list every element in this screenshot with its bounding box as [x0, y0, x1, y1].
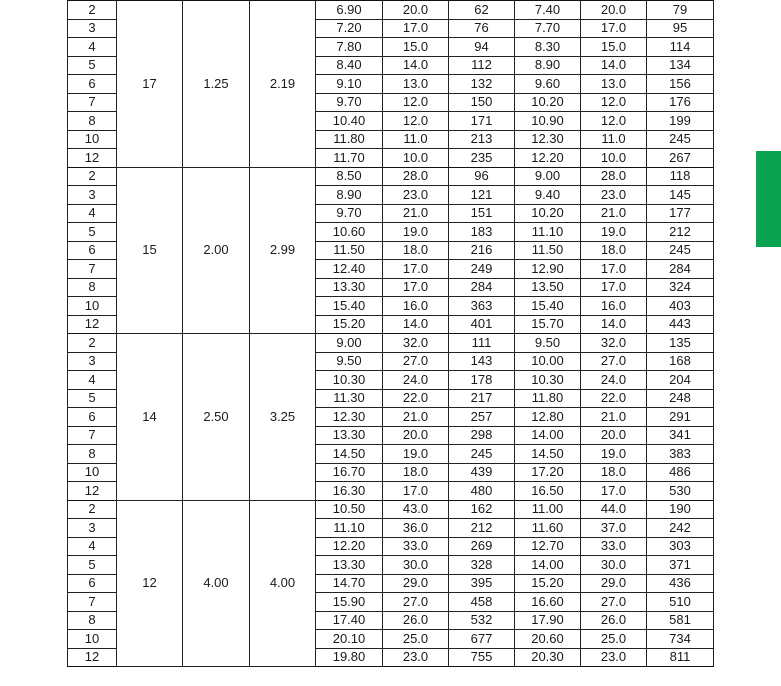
table-cell: 114: [647, 38, 714, 57]
table-cell: 235: [449, 149, 515, 168]
table-cell: 36.0: [383, 519, 449, 538]
table-cell: 14.50: [316, 445, 383, 464]
table-cell: 510: [647, 593, 714, 612]
table-cell: 20.30: [515, 648, 581, 667]
table-cell: 7: [68, 93, 117, 112]
table-cell: 458: [449, 593, 515, 612]
table-cell: 118: [647, 167, 714, 186]
table-cell: 216: [449, 241, 515, 260]
table-cell: 20.10: [316, 630, 383, 649]
table-cell: 395: [449, 574, 515, 593]
table-cell: 245: [647, 130, 714, 149]
table-cell: 12.20: [515, 149, 581, 168]
table-cell: 33.0: [581, 537, 647, 556]
table-cell: 190: [647, 500, 714, 519]
table-cell: 18.0: [383, 463, 449, 482]
table-body: [68, 1, 714, 667]
group-cell: 17: [117, 1, 183, 168]
table-cell: 7.70: [515, 19, 581, 38]
table-cell: 14.0: [383, 56, 449, 75]
table-cell: 19.0: [383, 445, 449, 464]
table-cell: 134: [647, 56, 714, 75]
table-cell: 27.0: [581, 352, 647, 371]
table-cell: 21.0: [383, 408, 449, 427]
table-cell: 10.30: [515, 371, 581, 390]
table-cell: 162: [449, 500, 515, 519]
table-cell: 12.0: [581, 93, 647, 112]
table-cell: 168: [647, 352, 714, 371]
table-cell: 19.0: [383, 223, 449, 242]
table-cell: 3: [68, 519, 117, 538]
table-cell: 26.0: [383, 611, 449, 630]
table-cell: 328: [449, 556, 515, 575]
group-cell: 14: [117, 334, 183, 501]
table-cell: 9.10: [316, 75, 383, 94]
table-cell: 8.30: [515, 38, 581, 57]
table-cell: 37.0: [581, 519, 647, 538]
table-cell: 7.40: [515, 1, 581, 20]
table-cell: 33.0: [383, 537, 449, 556]
table-cell: 79: [647, 1, 714, 20]
table-cell: 11.70: [316, 149, 383, 168]
table-cell: 12: [68, 149, 117, 168]
table-cell: 486: [647, 463, 714, 482]
table-cell: 17.0: [383, 482, 449, 501]
table-cell: 532: [449, 611, 515, 630]
table-cell: 8: [68, 112, 117, 131]
table-cell: 132: [449, 75, 515, 94]
table-cell: 530: [647, 482, 714, 501]
table-cell: 257: [449, 408, 515, 427]
table-cell: 12.0: [383, 93, 449, 112]
table-cell: 28.0: [581, 167, 647, 186]
table-cell: 28.0: [383, 167, 449, 186]
table-cell: 303: [647, 537, 714, 556]
table-cell: 811: [647, 648, 714, 667]
table-cell: 15.70: [515, 315, 581, 334]
table-cell: 19.0: [581, 223, 647, 242]
group-cell: 15: [117, 167, 183, 334]
table-cell: 341: [647, 426, 714, 445]
table-cell: 212: [647, 223, 714, 242]
table-row: [68, 167, 714, 186]
group-cell: 2.50: [183, 334, 250, 501]
table-cell: 2: [68, 167, 117, 186]
table-cell: 21.0: [581, 408, 647, 427]
table-cell: 14.0: [383, 315, 449, 334]
table-cell: 7: [68, 593, 117, 612]
table-cell: 176: [647, 93, 714, 112]
table-cell: 581: [647, 611, 714, 630]
table-cell: 217: [449, 389, 515, 408]
table-cell: 13.0: [383, 75, 449, 94]
table-cell: 23.0: [383, 648, 449, 667]
table-cell: 27.0: [383, 593, 449, 612]
table-cell: 267: [647, 149, 714, 168]
table-cell: 212: [449, 519, 515, 538]
table-cell: 44.0: [581, 500, 647, 519]
table-cell: 403: [647, 297, 714, 316]
table-cell: 204: [647, 371, 714, 390]
table-cell: 43.0: [383, 500, 449, 519]
table-cell: 9.70: [316, 204, 383, 223]
table-cell: 213: [449, 130, 515, 149]
table-cell: 9.40: [515, 186, 581, 205]
table-cell: 6: [68, 574, 117, 593]
table-cell: 363: [449, 297, 515, 316]
table-cell: 76: [449, 19, 515, 38]
table-cell: 5: [68, 389, 117, 408]
table-cell: 8.90: [316, 186, 383, 205]
table-cell: 11.0: [383, 130, 449, 149]
table-cell: 9.50: [515, 334, 581, 353]
table-cell: 248: [647, 389, 714, 408]
table-cell: 12: [68, 482, 117, 501]
table-cell: 25.0: [383, 630, 449, 649]
table-cell: 23.0: [383, 186, 449, 205]
table-cell: 11.50: [316, 241, 383, 260]
table-cell: 17.90: [515, 611, 581, 630]
table-cell: 12.80: [515, 408, 581, 427]
table-cell: 23.0: [581, 648, 647, 667]
table-cell: 8.50: [316, 167, 383, 186]
table-cell: 436: [647, 574, 714, 593]
table-cell: 8: [68, 278, 117, 297]
table-cell: 7.80: [316, 38, 383, 57]
table-cell: 24.0: [581, 371, 647, 390]
table-cell: 15.0: [581, 38, 647, 57]
group-cell: 3.25: [250, 334, 316, 501]
table-cell: 17.40: [316, 611, 383, 630]
table-cell: 14.0: [581, 56, 647, 75]
table-cell: 17.0: [383, 19, 449, 38]
table-cell: 12.40: [316, 260, 383, 279]
table-cell: 401: [449, 315, 515, 334]
table-cell: 135: [647, 334, 714, 353]
table-cell: 15.90: [316, 593, 383, 612]
spec-table: [67, 0, 714, 667]
table-cell: 94: [449, 38, 515, 57]
table-cell: 171: [449, 112, 515, 131]
table-cell: 17.0: [383, 260, 449, 279]
table-cell: 20.0: [581, 426, 647, 445]
table-cell: 10.30: [316, 371, 383, 390]
table-cell: 8.90: [515, 56, 581, 75]
table-cell: 12.70: [515, 537, 581, 556]
table-cell: 11.80: [515, 389, 581, 408]
table-cell: 23.0: [581, 186, 647, 205]
table-cell: 9.60: [515, 75, 581, 94]
table-cell: 383: [647, 445, 714, 464]
table-cell: 7.20: [316, 19, 383, 38]
table-cell: 16.0: [581, 297, 647, 316]
table-cell: 5: [68, 556, 117, 575]
table-cell: 12.0: [383, 112, 449, 131]
table-cell: 3: [68, 19, 117, 38]
table-cell: 151: [449, 204, 515, 223]
table-cell: 17.0: [581, 482, 647, 501]
table-cell: 30.0: [383, 556, 449, 575]
table-cell: 324: [647, 278, 714, 297]
table-cell: 7: [68, 426, 117, 445]
table-cell: 8: [68, 611, 117, 630]
table-cell: 16.0: [383, 297, 449, 316]
table-cell: 11.50: [515, 241, 581, 260]
table-cell: 12.30: [316, 408, 383, 427]
table-cell: 10.20: [515, 204, 581, 223]
group-cell: 4.00: [183, 500, 250, 667]
table-cell: 145: [647, 186, 714, 205]
group-cell: 4.00: [250, 500, 316, 667]
table-cell: 10: [68, 630, 117, 649]
table-cell: 13.50: [515, 278, 581, 297]
table-cell: 11.10: [515, 223, 581, 242]
table-cell: 4: [68, 537, 117, 556]
table-cell: 22.0: [581, 389, 647, 408]
table-cell: 734: [647, 630, 714, 649]
table-cell: 18.0: [581, 463, 647, 482]
table-cell: 183: [449, 223, 515, 242]
group-cell: 12: [117, 500, 183, 667]
table-cell: 291: [647, 408, 714, 427]
table-cell: 13.0: [581, 75, 647, 94]
table-cell: 4: [68, 204, 117, 223]
table-cell: 9.70: [316, 93, 383, 112]
table-cell: 20.0: [383, 1, 449, 20]
table-cell: 14.00: [515, 426, 581, 445]
table-cell: 16.30: [316, 482, 383, 501]
table-cell: 4: [68, 371, 117, 390]
table-cell: 20.60: [515, 630, 581, 649]
group-cell: 2.99: [250, 167, 316, 334]
table-cell: 27.0: [383, 352, 449, 371]
table-cell: 12.30: [515, 130, 581, 149]
table-cell: 19.80: [316, 648, 383, 667]
table-cell: 242: [647, 519, 714, 538]
table-cell: 10: [68, 130, 117, 149]
table-cell: 8: [68, 445, 117, 464]
table-cell: 245: [449, 445, 515, 464]
table-cell: 96: [449, 167, 515, 186]
table-cell: 29.0: [581, 574, 647, 593]
table-cell: 18.0: [383, 241, 449, 260]
table-cell: 10.0: [581, 149, 647, 168]
table-cell: 143: [449, 352, 515, 371]
table-cell: 24.0: [383, 371, 449, 390]
table-cell: 10: [68, 297, 117, 316]
table-cell: 14.0: [581, 315, 647, 334]
table-cell: 10.00: [515, 352, 581, 371]
table-cell: 17.0: [581, 260, 647, 279]
table-cell: 156: [647, 75, 714, 94]
table-cell: 6: [68, 241, 117, 260]
table-cell: 3: [68, 186, 117, 205]
table-cell: 27.0: [581, 593, 647, 612]
table-cell: 16.60: [515, 593, 581, 612]
table-cell: 269: [449, 537, 515, 556]
table-row: [68, 334, 714, 353]
table-cell: 480: [449, 482, 515, 501]
table-cell: 10.50: [316, 500, 383, 519]
table-cell: 12: [68, 315, 117, 334]
table-cell: 15.20: [515, 574, 581, 593]
table-cell: 17.0: [383, 278, 449, 297]
table-cell: 15.20: [316, 315, 383, 334]
table-cell: 11.60: [515, 519, 581, 538]
table-cell: 755: [449, 648, 515, 667]
table-cell: 14.70: [316, 574, 383, 593]
table-cell: 18.0: [581, 241, 647, 260]
table-cell: 2: [68, 1, 117, 20]
table-cell: 12.90: [515, 260, 581, 279]
table-cell: 15.0: [383, 38, 449, 57]
table-cell: 11.10: [316, 519, 383, 538]
table-cell: 677: [449, 630, 515, 649]
table-cell: 5: [68, 223, 117, 242]
table-row: [68, 500, 714, 519]
table-cell: 20.0: [383, 426, 449, 445]
table-cell: 178: [449, 371, 515, 390]
table-cell: 112: [449, 56, 515, 75]
table-cell: 32.0: [383, 334, 449, 353]
table-cell: 15.40: [515, 297, 581, 316]
group-cell: 1.25: [183, 1, 250, 168]
table-cell: 12: [68, 648, 117, 667]
table-cell: 95: [647, 19, 714, 38]
table-cell: 30.0: [581, 556, 647, 575]
table-cell: 249: [449, 260, 515, 279]
table-cell: 245: [647, 241, 714, 260]
table-cell: 17.0: [581, 19, 647, 38]
table-cell: 2: [68, 500, 117, 519]
table-cell: 62: [449, 1, 515, 20]
table-cell: 10.20: [515, 93, 581, 112]
table-cell: 3: [68, 352, 117, 371]
table-cell: 284: [449, 278, 515, 297]
table-cell: 16.50: [515, 482, 581, 501]
table-cell: 111: [449, 334, 515, 353]
table-cell: 12.20: [316, 537, 383, 556]
table-cell: 6: [68, 75, 117, 94]
table-cell: 11.80: [316, 130, 383, 149]
table-cell: 177: [647, 204, 714, 223]
table-cell: 5: [68, 56, 117, 75]
table-cell: 9.00: [515, 167, 581, 186]
table-cell: 371: [647, 556, 714, 575]
table-row: [68, 1, 714, 20]
table-cell: 12.0: [581, 112, 647, 131]
table-cell: 10.60: [316, 223, 383, 242]
table-cell: 17.20: [515, 463, 581, 482]
table-cell: 7: [68, 260, 117, 279]
table-cell: 9.00: [316, 334, 383, 353]
group-cell: 2.19: [250, 1, 316, 168]
group-cell: 2.00: [183, 167, 250, 334]
table-cell: 13.30: [316, 426, 383, 445]
table-cell: 11.30: [316, 389, 383, 408]
table-cell: 13.30: [316, 556, 383, 575]
table-cell: 439: [449, 463, 515, 482]
table-cell: 10.90: [515, 112, 581, 131]
table-cell: 15.40: [316, 297, 383, 316]
table-cell: 20.0: [581, 1, 647, 20]
table-cell: 10: [68, 463, 117, 482]
table-cell: 21.0: [581, 204, 647, 223]
side-tab[interactable]: [756, 151, 781, 247]
table-cell: 19.0: [581, 445, 647, 464]
table-cell: 11.00: [515, 500, 581, 519]
table-cell: 6: [68, 408, 117, 427]
table-cell: 14.50: [515, 445, 581, 464]
table-cell: 26.0: [581, 611, 647, 630]
table-cell: 22.0: [383, 389, 449, 408]
table-cell: 29.0: [383, 574, 449, 593]
table-cell: 150: [449, 93, 515, 112]
table-cell: 298: [449, 426, 515, 445]
table-cell: 199: [647, 112, 714, 131]
table-cell: 16.70: [316, 463, 383, 482]
table-cell: 10.0: [383, 149, 449, 168]
table-cell: 25.0: [581, 630, 647, 649]
table-cell: 17.0: [581, 278, 647, 297]
table-cell: 284: [647, 260, 714, 279]
table-cell: 121: [449, 186, 515, 205]
table-cell: 2: [68, 334, 117, 353]
table-cell: 13.30: [316, 278, 383, 297]
table-cell: 443: [647, 315, 714, 334]
table-cell: 21.0: [383, 204, 449, 223]
table-cell: 32.0: [581, 334, 647, 353]
table-cell: 11.0: [581, 130, 647, 149]
table-cell: 14.00: [515, 556, 581, 575]
table-cell: 8.40: [316, 56, 383, 75]
table-cell: 4: [68, 38, 117, 57]
table-cell: 6.90: [316, 1, 383, 20]
table-cell: 9.50: [316, 352, 383, 371]
table-cell: 10.40: [316, 112, 383, 131]
